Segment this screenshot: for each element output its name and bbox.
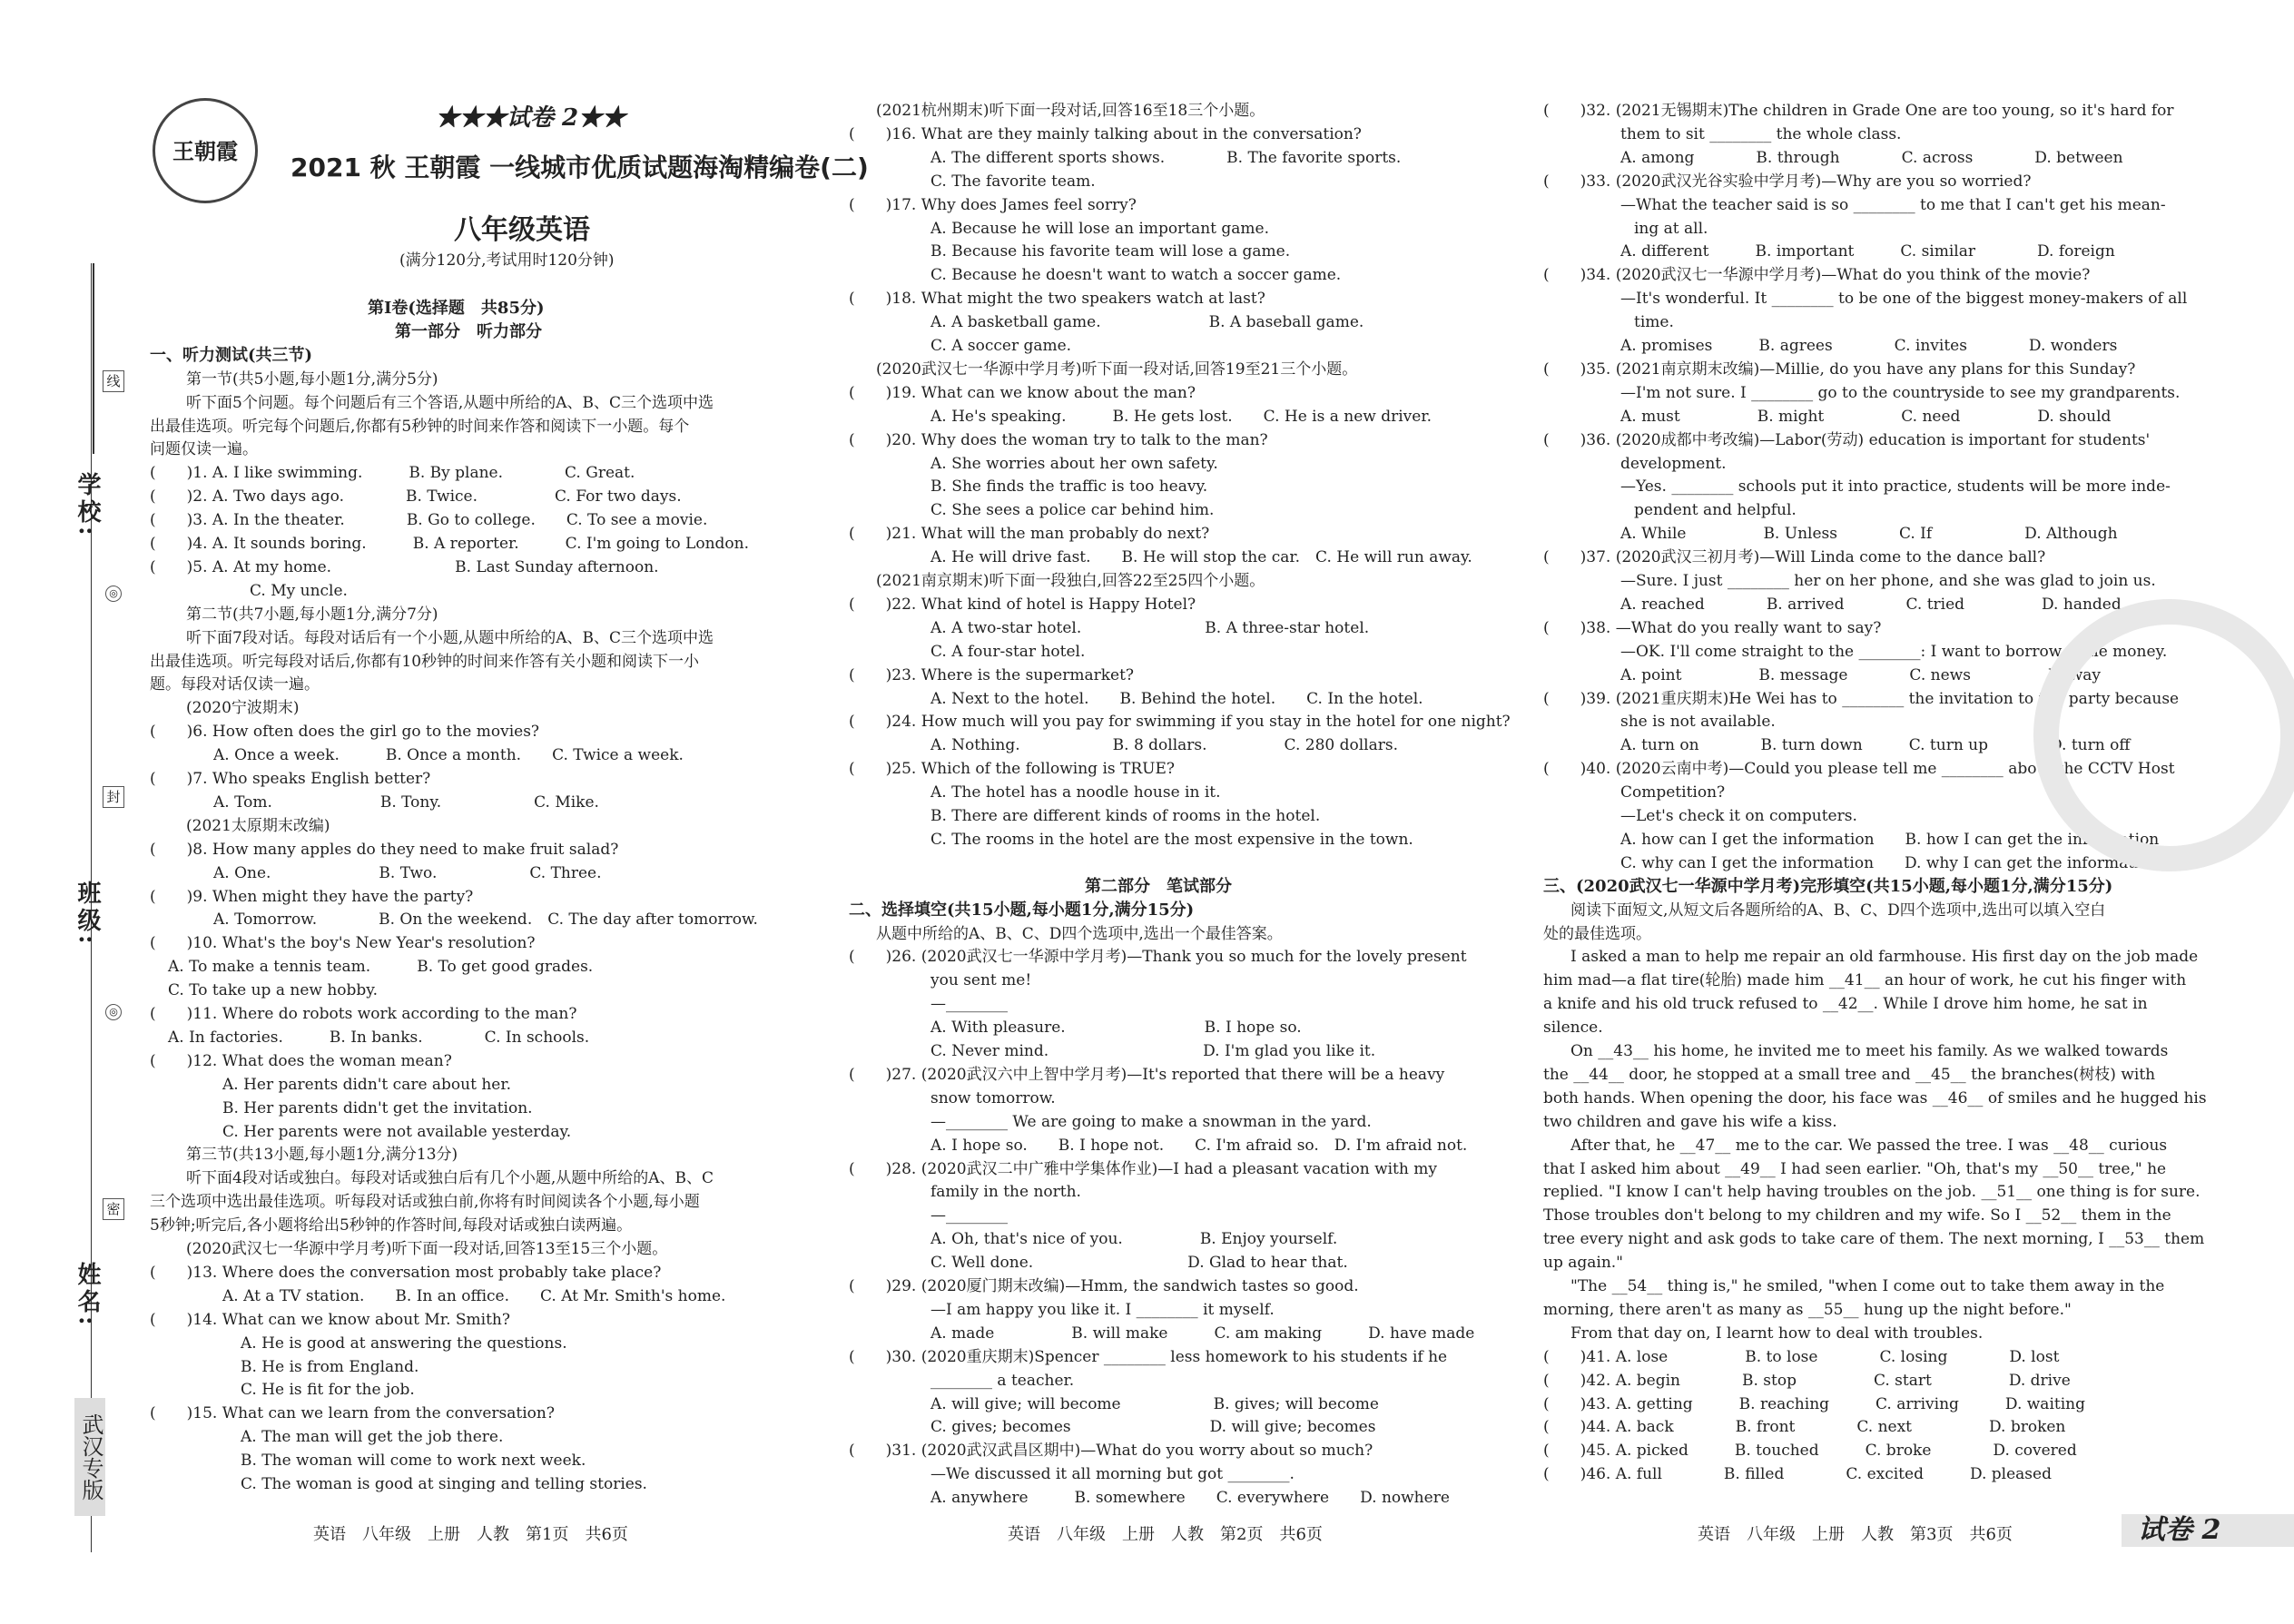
- question-line: ( )26. (2020武汉七一华源中学月考)—Thank you so much for the lovely present: [849, 948, 1467, 967]
- text-line: From that day on, I learnt how to deal with troubles.: [1570, 1324, 1984, 1343]
- text-line: (2021杭州期末)听下面一段对话,回答16至18三个小题。: [876, 102, 1265, 120]
- text-line: ________ a teacher.: [930, 1371, 1075, 1390]
- question-line: ( )11. Where do robots work according to the man?: [150, 1005, 577, 1023]
- text-line: A. I hope so. B. I hope not. C. I'm afraid so. D. I'm afraid not.: [930, 1136, 1468, 1155]
- question-line: ( )32. (2021无锡期末)The children in Grade One are too young, so it's hard for: [1543, 102, 2174, 120]
- question-line: ( )7. Who speaks English better?: [150, 770, 431, 788]
- binding-strip: [0, 0, 136, 1624]
- question-line: ( )33. (2020武汉光谷实验中学月考)—Why are you so worried?: [1543, 172, 2032, 191]
- question-line: ( )8. How many apples do they need to make fruit salad?: [150, 840, 619, 859]
- question-line: ( )43. A. getting B. reaching C. arriving D. waiting: [1543, 1394, 2085, 1413]
- question-line: ( )35. (2021南京期末改编)—Millie, do you have any plans for this Sunday?: [1543, 359, 2136, 379]
- text-line: both hands. When opening the door, his face was __46__ of smiles and he hugged his: [1543, 1088, 2207, 1107]
- text-line: A. anywhere B. somewhere C. everywhere D. nowhere: [930, 1489, 1450, 1508]
- question-line: ( )13. Where does the conversation most probably take place?: [150, 1263, 662, 1282]
- text-line: —________ We are going to make a snowman in the yard.: [930, 1112, 1372, 1131]
- school-label: 学校:: [74, 472, 101, 539]
- text-line: —Yes. ________ schools put it into practice, students will be more inde-: [1620, 477, 2171, 497]
- text-line: Competition?: [1620, 783, 1726, 802]
- text-line: snow tomorrow.: [930, 1088, 1056, 1107]
- text-line: development.: [1620, 454, 1727, 473]
- text-line: 题。每段对话仅读一遍。: [150, 675, 320, 694]
- seal-char-secret: 密: [103, 1198, 124, 1220]
- text-line: A. The man will get the job there.: [241, 1428, 504, 1447]
- text-line: C. why can I get the information D. why I can get the information: [1620, 853, 2159, 872]
- text-line: After that, he __47__ me to the car. We passed the tree. I was __48__ curious: [1570, 1136, 2168, 1155]
- series-title: 2021 秋 王朝霞 一线城市优质试题海淘精编卷(二): [290, 153, 869, 182]
- text-line: A. will give; will become B. gives; will become: [930, 1394, 1379, 1413]
- text-line: 出最佳选项。听完每段对话后,你都有10秒钟的时间来作答有关小题和阅读下一小: [150, 652, 700, 671]
- text-line: A. Once a week. B. Once a month. C. Twice a week.: [213, 746, 684, 765]
- text-line: them to sit ________ the whole class.: [1620, 124, 1902, 143]
- text-line: 处的最佳选项。: [1543, 924, 1651, 943]
- text-line: 5秒钟;听完后,各小题将给出5秒钟的作答时间,每段对话或独白读两遍。: [150, 1216, 633, 1235]
- question-line: ( )18. What might the two speakers watch at last?: [849, 290, 1265, 309]
- text-line: A. With pleasure. B. I hope so.: [930, 1019, 1302, 1038]
- text-line: C. A four-star hotel.: [930, 642, 1086, 661]
- text-line: 听下面7段对话。每段对话后有一个小题,从题中所给的A、B、C三个选项中选: [186, 628, 714, 647]
- text-line: 第Ⅰ卷(选择题 共85分): [368, 299, 545, 318]
- text-line: him mad—a flat tire(轮胎) made him __41__ an hour of work, he cut his finger with: [1543, 971, 2187, 990]
- text-line: On __43__ his home, he invited me to meet his family. As we walked towards: [1570, 1042, 2169, 1060]
- text-line: —I am happy you like it. I ________ it myself.: [930, 1300, 1275, 1319]
- text-line: —OK. I'll come straight to the ________: I want to borrow some money.: [1620, 642, 2168, 661]
- text-line: she is not available.: [1620, 713, 1776, 732]
- footer-page-2: 英语 八年级 上册 人教 第2页 共6页: [1008, 1525, 1323, 1544]
- text-line: A. different B. important C. similar D. foreign: [1620, 242, 2115, 261]
- question-line: ( )20. Why does the woman try to talk to the man?: [849, 430, 1268, 449]
- text-line: C. gives; becomes D. will give; becomes: [930, 1418, 1376, 1437]
- text-line: tree every night and ask gods to take care of them. The next morning, I __53__ them: [1543, 1230, 2205, 1249]
- text-line: "The __54__ thing is," he smiled, "when I come out to take them away in the: [1570, 1277, 2165, 1295]
- text-line: —Let's check it on computers.: [1620, 807, 1857, 825]
- text-line: A. The hotel has a noodle house in it.: [930, 783, 1221, 802]
- name-label: 姓名:: [74, 1262, 101, 1329]
- score-note: (满分120分,考试用时120分钟): [399, 251, 615, 270]
- question-line: ( )12. What does the woman mean?: [150, 1051, 452, 1070]
- text-line: 第二节(共7小题,每小题1分,满分7分): [186, 605, 438, 624]
- question-line: ( )2. A. Two days ago. B. Twice. C. For two days.: [150, 487, 682, 507]
- text-line: that I asked him about __49__ I had seen earlier. "Oh, that's my __50__ tree," he: [1543, 1159, 2167, 1178]
- text-line: A. turn on B. turn down C. turn up D. turn off: [1620, 736, 2131, 755]
- text-line: up again.": [1543, 1254, 1623, 1273]
- text-line: A. A two-star hotel. B. A three-star hotel.: [930, 618, 1370, 637]
- text-line: —________: [930, 1206, 1008, 1225]
- text-line: morning, there aren't as many as __55__ hung up the night before.": [1543, 1300, 2072, 1319]
- text-line: C. The favorite team.: [930, 172, 1096, 191]
- text-line: —We discussed it all morning but got ________.: [930, 1465, 1295, 1484]
- question-line: ( )44. A. back B. front C. next D. broken: [1543, 1418, 2066, 1437]
- question-line: ( )31. (2020武汉武昌区期中)—What do you worry about so much?: [849, 1442, 1373, 1461]
- question-line: ( )19. What can we know about the man?: [849, 383, 1196, 402]
- question-line: ( )45. A. picked B. touched C. broke D. covered: [1543, 1442, 2077, 1461]
- class-label: 班级:: [74, 881, 101, 948]
- edition-label: 武汉专版: [74, 1398, 105, 1516]
- text-line: C. My uncle.: [250, 581, 348, 600]
- question-line: ( )17. Why does James feel sorry?: [849, 195, 1137, 214]
- text-line: 问题仅读一遍。: [150, 440, 258, 459]
- text-line: 第二部分 笔试部分: [1085, 876, 1232, 896]
- question-line: ( )9. When might they have the party?: [150, 887, 474, 906]
- corner-label: 试卷 2: [2138, 1514, 2221, 1546]
- text-line: B. Because his favorite team will lose a game.: [930, 242, 1291, 261]
- question-line: ( )10. What's the boy's New Year's resolution?: [150, 934, 536, 953]
- text-line: C. Because he doesn't want to watch a soccer game.: [930, 266, 1342, 285]
- question-line: ( )15. What can we learn from the conversation?: [150, 1404, 555, 1423]
- text-line: —What the teacher said is so ________ to me that I can't get his mean-: [1620, 195, 2166, 214]
- question-line: ( )34. (2020武汉七一华源中学月考)—What do you think of the movie?: [1543, 266, 2091, 285]
- text-line: A. Tom. B. Tony. C. Mike.: [213, 792, 599, 812]
- question-line: ( )23. Where is the supermarket?: [849, 665, 1135, 684]
- text-line: 阅读下面短文,从短文后各题所给的A、B、C、D四个选项中,选出可以填入空白: [1570, 901, 2106, 920]
- question-line: ( )42. A. begin B. stop C. start D. drive: [1543, 1371, 2071, 1390]
- text-line: ing at all.: [1634, 219, 1708, 238]
- text-line: C. He is fit for the job.: [241, 1381, 415, 1400]
- footer-page-3: 英语 八年级 上册 人教 第3页 共6页: [1698, 1525, 2013, 1544]
- text-line: the __44__ door, he stopped at a small tree and __45__ the branches(树枝) with: [1543, 1065, 2156, 1084]
- footer-page-1: 英语 八年级 上册 人教 第1页 共6页: [313, 1525, 628, 1544]
- question-line: ( )27. (2020武汉六中上智中学月考)—It's reported that there will be a heavy: [849, 1065, 1445, 1084]
- question-line: ( )40. (2020云南中考)—Could you please tell me ________ about the CCTV Host: [1543, 760, 2175, 779]
- text-line: A. among B. through C. across D. between: [1620, 148, 2123, 167]
- text-line: (2020宁波期末): [186, 699, 300, 718]
- text-line: time.: [1634, 313, 1674, 332]
- text-line: A. promises B. agrees C. invites D. wonders: [1620, 337, 2118, 355]
- text-line: 第一节(共5小题,每小题1分,满分5分): [186, 369, 438, 389]
- subject-title: 八年级英语: [454, 214, 590, 246]
- question-line: ( )36. (2020成都中考改编)—Labor(劳动) education is important for students': [1543, 430, 2151, 449]
- text-line: C. She sees a police car behind him.: [930, 501, 1215, 520]
- text-line: A. He will drive fast. B. He will stop the car. C. He will run away.: [930, 548, 1472, 567]
- text-line: A. The different sports shows. B. The favorite sports.: [930, 148, 1402, 167]
- text-line: A. Next to the hotel. B. Behind the hotel. C. In the hotel.: [930, 689, 1423, 708]
- text-line: 二、选择填空(共15小题,每小题1分,满分15分): [849, 900, 1195, 920]
- text-line: you sent me!: [930, 971, 1032, 990]
- logo-text: 王朝霞: [172, 138, 238, 164]
- text-line: —________: [930, 995, 1008, 1014]
- text-line: C. The woman is good at singing and telling stories.: [241, 1475, 647, 1493]
- text-line: A. how can I get the information B. how I can get the information: [1620, 830, 2160, 849]
- column-1: [150, 0, 822, 1624]
- text-line: replied. "I know I can't help having troubles on the job. __51__ one thing is for sure.: [1543, 1183, 2200, 1202]
- text-line: A. In factories. B. In banks. C. In schools.: [168, 1028, 590, 1047]
- paper-badge: ★★★试卷 2★★: [436, 104, 626, 132]
- question-line: ( )3. A. In the theater. B. Go to college. C. To see a movie.: [150, 511, 708, 530]
- text-line: (2020武汉七一华源中学月考)听下面一段对话,回答19至21三个小题。: [876, 359, 1358, 379]
- text-line: C. Her parents were not available yesterday.: [222, 1122, 572, 1141]
- question-line: ( )30. (2020重庆期末)Spencer ________ less homework to his students if he: [849, 1347, 1448, 1366]
- question-line: ( )22. What kind of hotel is Happy Hotel?: [849, 595, 1196, 614]
- question-line: ( )39. (2021重庆期末)He Wei has to ________ the invitation to the party because: [1543, 689, 2180, 708]
- seal-char-seal: 封: [103, 786, 124, 808]
- question-line: ( )6. How often does the girl go to the movies?: [150, 723, 540, 742]
- question-line: ( )24. How much will you pay for swimming if you stay in the hotel for one night?: [849, 713, 1511, 732]
- seal-char-line: 线: [103, 370, 124, 392]
- text-line: C. A soccer game.: [930, 337, 1072, 355]
- text-line: A. must B. might C. need D. should: [1620, 407, 2112, 426]
- text-line: A. point B. message C. news D. way: [1620, 665, 2102, 684]
- text-line: A. She worries about her own safety.: [930, 454, 1218, 473]
- text-line: pendent and helpful.: [1634, 501, 1797, 520]
- text-line: 三、(2020武汉七一华源中学月考)完形填空(共15小题,每小题1分,满分15分): [1543, 876, 2113, 896]
- text-line: B. He is from England.: [241, 1357, 419, 1376]
- question-line: ( )16. What are they mainly talking about in the conversation?: [849, 124, 1362, 143]
- text-line: A. Because he will lose an important game.: [930, 219, 1270, 238]
- text-line: 第三节(共13小题,每小题1分,满分13分): [186, 1146, 458, 1165]
- text-line: A. Nothing. B. 8 dollars. C. 280 dollars.: [930, 736, 1398, 755]
- school-field: [93, 263, 94, 454]
- question-line: ( )5. A. At my home. B. Last Sunday afternoon.: [150, 557, 659, 576]
- question-line: ( )21. What will the man probably do next?: [849, 525, 1210, 544]
- text-line: 听下面5个问题。每个问题后有三个答语,从题中所给的A、B、C三个选项中选: [186, 393, 714, 412]
- question-line: ( )25. Which of the following is TRUE?: [849, 760, 1176, 779]
- text-line: A. While B. Unless C. If D. Although: [1620, 525, 2118, 544]
- text-line: (2021南京期末)听下面一段独白,回答22至25四个小题。: [876, 572, 1265, 590]
- text-line: Those troubles don't belong to my children and my wife. So I __52__ them in the: [1543, 1206, 2171, 1225]
- text-line: A. Tomorrow. B. On the weekend. C. The day after tomorrow.: [213, 910, 758, 930]
- question-line: ( )29. (2020厦门期末改编)—Hmm, the sandwich tastes so good.: [849, 1277, 1359, 1295]
- text-line: —I'm not sure. I ________ go to the countryside to see my grandparents.: [1620, 383, 2181, 402]
- text-line: B. There are different kinds of rooms in the hotel.: [930, 807, 1321, 825]
- hole-marker-icon: ◎: [105, 586, 122, 602]
- text-line: family in the north.: [930, 1183, 1081, 1202]
- text-line: 听下面4段对话或独白。每段对话或独白后有几个小题,从题中所给的A、B、C: [186, 1169, 714, 1188]
- text-line: (2020武汉七一华源中学月考)听下面一段对话,回答13至15三个小题。: [186, 1240, 668, 1258]
- text-line: A. Her parents didn't care about her.: [222, 1075, 512, 1094]
- text-line: I asked a man to help me repair an old farmhouse. His first day on the job made: [1570, 948, 2199, 967]
- question-line: ( )4. A. It sounds boring. B. A reporter. C. I'm going to London.: [150, 535, 749, 553]
- text-line: 三个选项中选出最佳选项。听每段对话或独白前,你将有时间阅读各个小题,每小题: [150, 1193, 700, 1212]
- text-line: A. made B. will make C. am making D. have made: [930, 1324, 1475, 1343]
- question-line: ( )37. (2020武汉三初月考)—Will Linda come to the dance ball?: [1543, 548, 2046, 567]
- text-line: C. To take up a new hobby.: [168, 981, 379, 1000]
- text-line: A. At a TV station. B. In an office. C. At Mr. Smith's home.: [222, 1286, 726, 1305]
- text-line: two children and gave his wife a kiss.: [1543, 1112, 1837, 1131]
- text-line: A. He's speaking. B. He gets lost. C. He is a new driver.: [930, 407, 1433, 426]
- question-line: ( )28. (2020武汉二中广雅中学集体作业)—I had a pleasant vacation with my: [849, 1159, 1437, 1178]
- text-line: C. The rooms in the hotel are the most expensive in the town.: [930, 830, 1413, 849]
- text-line: 第一部分 听力部分: [395, 321, 542, 341]
- text-line: A. One. B. Two. C. Three.: [213, 863, 602, 882]
- text-line: B. Her parents didn't get the invitation.: [222, 1098, 533, 1117]
- text-line: A. A basketball game. B. A baseball game.: [930, 313, 1364, 332]
- question-line: ( )38. —What do you really want to say?: [1543, 618, 1882, 637]
- text-line: A. Oh, that's nice of you. B. Enjoy yourself.: [930, 1230, 1338, 1249]
- column-2: [849, 0, 1511, 1624]
- text-line: A. To make a tennis team. B. To get good grades.: [168, 958, 594, 977]
- text-line: silence.: [1543, 1019, 1603, 1038]
- text-line: a knife and his old truck refused to __42__. While I drove him home, he sat in: [1543, 995, 2148, 1014]
- text-line: 出最佳选项。听完每个问题后,你都有5秒钟的时间来作答和阅读下一小题。每个: [150, 417, 690, 436]
- text-line: C. Well done. D. Glad to hear that.: [930, 1254, 1348, 1273]
- question-line: ( )41. A. lose B. to lose C. losing D. lost: [1543, 1347, 2060, 1366]
- text-line: (2021太原期末改编): [186, 816, 330, 835]
- text-line: 一、听力测试(共三节): [150, 345, 313, 365]
- text-line: —It's wonderful. It ________ to be one of the biggest money-makers of all: [1620, 290, 2188, 309]
- question-line: ( )46. A. full B. filled C. excited D. pleased: [1543, 1465, 2052, 1484]
- text-line: C. Never mind. D. I'm glad you like it.: [930, 1042, 1376, 1060]
- text-line: B. The woman will come to work next week.: [241, 1452, 586, 1471]
- text-line: A. reached B. arrived C. tried D. handed: [1620, 595, 2122, 614]
- question-line: ( )14. What can we know about Mr. Smith?: [150, 1310, 510, 1329]
- text-line: —Sure. I just ________ her on her phone, and she was glad to join us.: [1620, 572, 2156, 590]
- hole-marker-icon: ◎: [105, 1004, 122, 1020]
- text-line: 从题中所给的A、B、C、D四个选项中,选出一个最佳答案。: [876, 924, 1283, 943]
- text-line: A. He is good at answering the questions.: [241, 1334, 567, 1353]
- text-line: B. She finds the traffic is too heavy.: [930, 477, 1208, 497]
- watermark-stamp: [2033, 599, 2294, 871]
- question-line: ( )1. A. I like swimming. B. By plane. C. Great.: [150, 464, 635, 483]
